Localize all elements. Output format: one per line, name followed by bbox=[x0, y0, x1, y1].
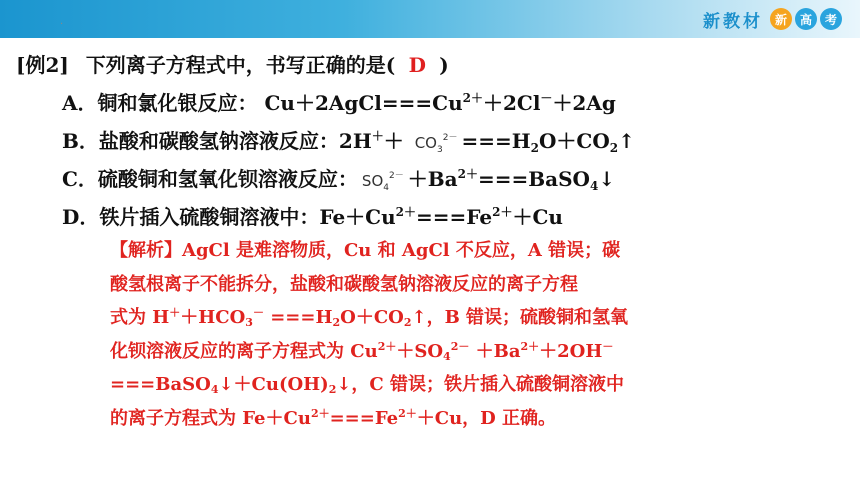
option-d-charge: 2＋ bbox=[395, 205, 416, 219]
brand-badge-xin: 新 bbox=[770, 8, 792, 30]
option-d bbox=[16, 198, 846, 236]
question-text-end: ) bbox=[439, 53, 449, 77]
option-d-eq: ===Fe bbox=[416, 205, 493, 229]
option-b-charge: ＋ bbox=[371, 129, 384, 143]
option-a-charge: 2＋ bbox=[462, 91, 483, 105]
option-c-eq: ↓ bbox=[598, 167, 616, 191]
option-a-eq: ＋2Cl bbox=[482, 91, 541, 115]
option-b bbox=[16, 122, 846, 160]
option-b-eq: ＋ bbox=[383, 129, 404, 153]
option-c-charge: 2＋ bbox=[457, 167, 478, 181]
brand-badge-kao: 考 bbox=[820, 8, 842, 30]
option-d-prefix: D．铁片插入硫酸铜溶液中：Fe＋Cu bbox=[62, 205, 396, 229]
carbonate-ion-image: $CO_3^{2-}$ bbox=[414, 133, 458, 155]
question-text: 下列离子方程式中，书写正确的是( bbox=[85, 53, 396, 77]
analysis-line: 酸氢根离子不能拆分，盐酸和碳酸氢钠溶液反应的离子方程 bbox=[110, 273, 578, 295]
option-b-prefix: B．盐酸和碳酸氢钠溶液反应：2H bbox=[62, 129, 372, 153]
option-d-charge: 2＋ bbox=[492, 205, 513, 219]
analysis-line: 化钡溶液反应的离子方程式为 $Cu^{2+}+SO_4^{2-} +Ba^{2+}+2OH^-$ bbox=[110, 339, 614, 363]
question-label: [例2] bbox=[16, 53, 69, 77]
option-b-eq: ===H bbox=[461, 129, 531, 153]
option-a-eq: Cu＋2AgCl===Cu bbox=[264, 91, 463, 115]
option-b-eq: O＋CO bbox=[538, 129, 610, 153]
analysis-line: $===BaSO_4↓+Cu(OH)_2↓$，C 错误；铁片插入硫酸铜溶液中 bbox=[110, 374, 625, 396]
option-a bbox=[16, 84, 846, 122]
header-dot: . bbox=[60, 16, 64, 27]
analysis-line: 式为 $H^++HCO_3^-$ $===H_2O+CO_2↑$，B 错误；硫酸铜和氢氧 bbox=[110, 306, 629, 329]
brand-logo bbox=[703, 6, 842, 32]
option-c-prefix: C．硫酸铜和氢氧化钡溶液反应： bbox=[62, 167, 358, 191]
option-c-sub: 4 bbox=[589, 179, 599, 193]
option-c bbox=[16, 160, 846, 198]
question-stem bbox=[16, 46, 846, 84]
option-a-eq: ＋2Ag bbox=[552, 91, 616, 115]
option-a-charge: － bbox=[540, 91, 553, 105]
sulfate-ion-image: $SO_4^{2-}$ bbox=[361, 171, 404, 193]
option-a-prefix: A．铜和氯化银反应： bbox=[62, 91, 258, 115]
option-b-sub: 2 bbox=[609, 141, 619, 155]
option-b-eq: ↑ bbox=[618, 129, 635, 153]
option-c-eq: ===BaSO bbox=[477, 167, 590, 191]
brand-badge-gao: 高 bbox=[795, 8, 817, 30]
analysis-block bbox=[110, 234, 790, 435]
analysis-line: 【解析】AgCl 是难溶物质，Cu 和 AgCl 不反应，A 错误；碳 bbox=[110, 240, 621, 261]
option-d-eq: ＋Cu bbox=[512, 205, 563, 229]
question-block bbox=[16, 46, 846, 236]
brand-text: 新教材 bbox=[703, 11, 763, 32]
option-c-eq: ＋Ba bbox=[407, 167, 458, 191]
answer-value: D bbox=[408, 53, 426, 77]
analysis-line: 的离子方程式为 $Fe+Cu^{2+}===Fe^{2+}+Cu$，D 正确。 bbox=[110, 406, 557, 429]
option-b-sub: 2 bbox=[530, 141, 539, 155]
header-bar bbox=[0, 0, 860, 38]
